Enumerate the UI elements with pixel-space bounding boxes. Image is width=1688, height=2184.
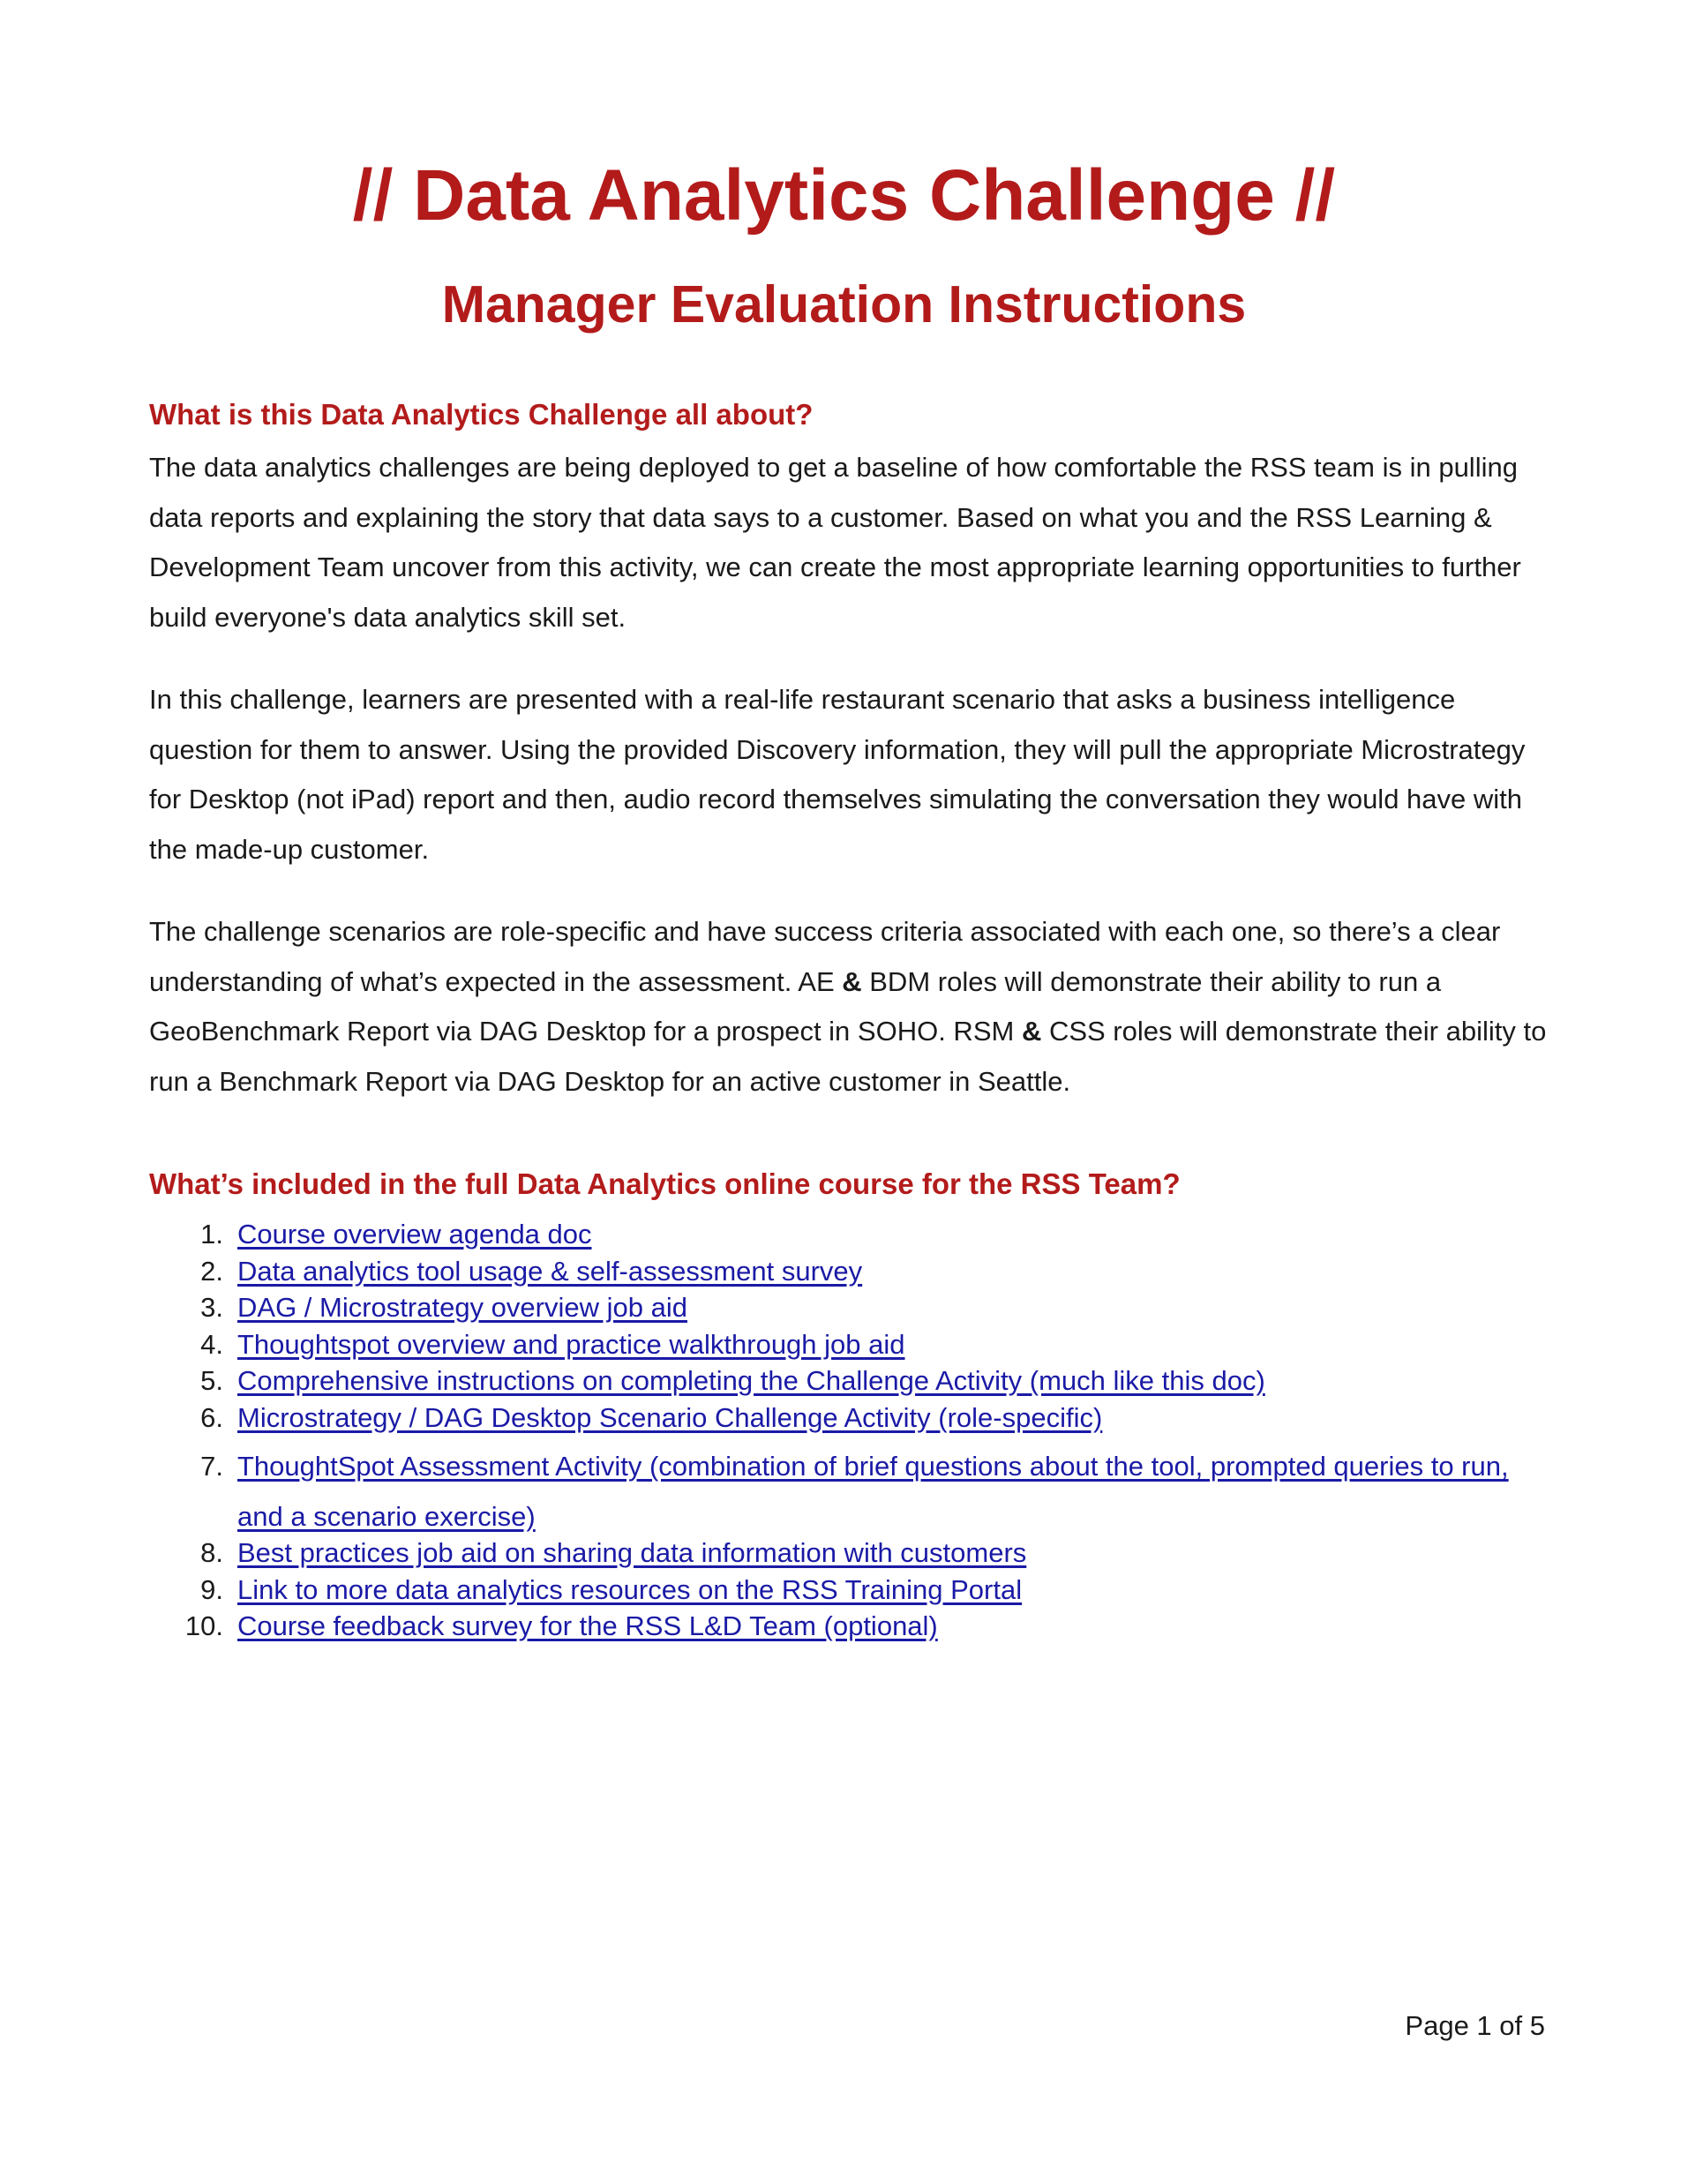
- link-best-practices-job-aid[interactable]: Best practices job aid on sharing data information with customers: [237, 1537, 1027, 1568]
- section-heading-about: What is this Data Analytics Challenge all about?: [149, 398, 814, 431]
- list-number: 3.: [200, 1292, 223, 1323]
- list-item: [149, 1253, 1561, 1290]
- list-number: 4.: [200, 1328, 223, 1360]
- list-number: 7.: [200, 1451, 223, 1482]
- list-item: [149, 1441, 1561, 1542]
- page-title: // Data Analytics Challenge //: [352, 155, 1336, 236]
- list-item: [149, 1289, 1561, 1326]
- link-training-portal-resources[interactable]: Link to more data analytics resources on the RSS Training Portal: [237, 1573, 1023, 1605]
- link-course-overview-agenda[interactable]: Course overview agenda doc: [237, 1219, 592, 1250]
- list-number: 9.: [200, 1573, 223, 1605]
- link-challenge-instructions[interactable]: Comprehensive instructions on completing the Challenge Activity (much like this doc): [237, 1365, 1265, 1396]
- paragraph-challenge-description: In this challenge, learners are presented with a real-life restaurant scenario that asks a business intelligence question for them to answer. Using the provided Discovery information, they will pull the appropriate Microstrategy for Desktop (not iPad) report and then, audio record themselves simulating the conversation they would have with the made-up customer.: [149, 684, 1526, 865]
- list-item: [149, 1362, 1561, 1400]
- list-item: [149, 1400, 1561, 1437]
- link-dag-microstrategy-job-aid[interactable]: DAG / Microstrategy overview job aid: [237, 1292, 687, 1323]
- list-item: [149, 1572, 1561, 1609]
- ampersand: &: [1021, 1016, 1042, 1047]
- link-thoughtspot-assessment[interactable]: ThoughtSpot Assessment Activity (combination of brief questions about the tool, prompted queries to run, and a scenario exercise): [237, 1451, 1509, 1532]
- page-subtitle: Manager Evaluation Instructions: [441, 275, 1247, 334]
- page-number: Page 1 of 5: [1405, 2010, 1545, 2041]
- role-scenarios-text-2: BDM roles will demonstrate their ability to run a GeoBenchmark Report via DAG Desktop for a prospect in SOHO. RSM: [149, 965, 1442, 1047]
- link-scenario-challenge-activity[interactable]: Microstrategy / DAG Desktop Scenario Challenge Activity (role-specific): [237, 1401, 1103, 1433]
- list-item: [149, 1608, 1561, 1645]
- link-tool-usage-survey[interactable]: Data analytics tool usage & self-assessment survey: [237, 1255, 863, 1287]
- list-item: [149, 1326, 1561, 1363]
- role-scenarios-text-1: The challenge scenarios are role-specific and have success criteria associated with each one, so there’s a clear understanding of what’s expected in the assessment. AE: [149, 916, 1501, 997]
- list-item: [149, 1535, 1561, 1572]
- list-number: 5.: [200, 1365, 223, 1396]
- section-heading-course-contents: What’s included in the full Data Analytics online course for the RSS Team?: [149, 1167, 1181, 1200]
- list-number: 1.: [200, 1219, 223, 1250]
- list-number: 2.: [200, 1255, 223, 1287]
- list-number: 8.: [200, 1537, 223, 1568]
- paragraph-purpose: The data analytics challenges are being deployed to get a baseline of how comfortable the RSS team is in pulling data reports and explaining the story that data says to a customer. Based on what you and the RSS Learning & Development Team uncover from this activity, we can create the most appropriate learning opportunities to further build everyone's data analytics skill set.: [149, 452, 1521, 633]
- list-number: 10.: [184, 1610, 223, 1641]
- ampersand: &: [842, 965, 862, 997]
- link-thoughtspot-walkthrough[interactable]: Thoughtspot overview and practice walkthrough job aid: [237, 1328, 905, 1360]
- role-scenarios-text-3: CSS roles will demonstrate their ability to run a Benchmark Report via DAG Desktop for an active customer in Seattle.: [149, 1016, 1547, 1097]
- list-number: 6.: [200, 1401, 223, 1433]
- course-resources-list: [149, 1216, 1561, 1645]
- link-course-feedback-survey[interactable]: Course feedback survey for the RSS L&D Team (optional): [237, 1610, 938, 1641]
- list-item: [149, 1216, 1561, 1253]
- paragraph-role-scenarios: [149, 907, 1552, 1107]
